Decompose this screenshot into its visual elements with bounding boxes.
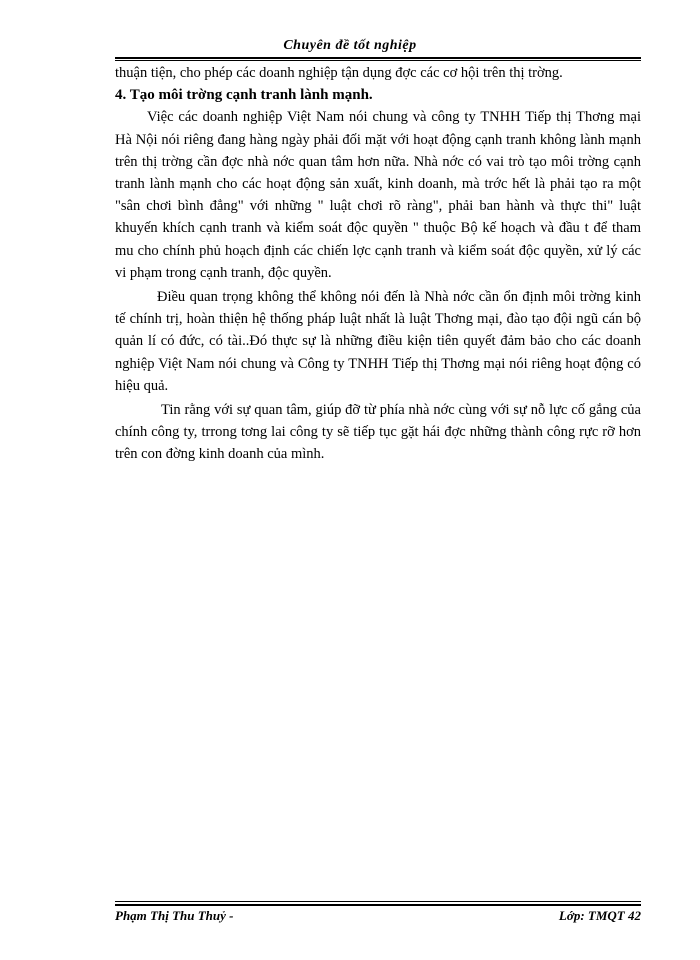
footer-author: Phạm Thị Thu Thuỷ - <box>115 908 234 923</box>
continuation-paragraph: thuận tiện, cho phép các doanh nghiệp tận dụng đợc các cơ hội trên thị trờng. <box>115 65 563 81</box>
paragraph-1: Việc các doanh nghiệp Việt Nam nói chung và công ty TNHH Tiếp thị Thơng mại Hà Nội nói riêng đang hàng ngày phải đối mặt với hoạt động cạnh tranh không lành mạnh trên thị trờng cần đợc nhà nớc quan tâm hơn nữa. Nhà nớc có vai trò tạo môi trờng cạnh tranh lành mạnh cho các hoạt động sản xuất, kinh doanh, mà trớc hết là phải tạo ra một "sân chơi bình đẳng" với những " luật chơi rõ ràng", phải ban hành và thực thi" luật khuyến khích cạnh tranh và kiểm soát độc quyền " thuộc Bộ kế hoạch và đầu t để tham mu cho chính phủ hoạch định các chiến lợc cạnh tranh và kiểm soát độc quyền, xử lý các vi phạm trong cạnh tranh, độc quyền. <box>115 109 641 281</box>
footer-class-label: Lớp: TMQT 42 <box>558 908 641 923</box>
footer-rule-thin <box>115 901 641 902</box>
paragraph-2: Điều quan trọng không thể không nói đến là Nhà nớc cần ổn định môi trờng kinh tế chính trị, hoàn thiện hệ thống pháp luật nhất là luật Thơng mại, đào tạo đội ngũ cán bộ quản lí có đức, có tài..Đó thực sự là những điều kiện tiên quyết đảm bảo cho các doanh nghiệp Việt Nam nói chung và Công ty TNHH Tiếp thị Thơng mại nói riêng hoạt động có hiệu quả. <box>115 289 641 394</box>
body-text <box>115 62 641 466</box>
footer-rule <box>115 904 641 906</box>
footer <box>115 908 641 926</box>
paragraph-3: Tin rằng với sự quan tâm, giúp đỡ từ phía nhà nớc cùng với sự nỗ lực cố gắng của chính công ty, trrong tơng lai công ty sẽ tiếp tục gặt hái đợc những thành công rực rỡ hơn trên con đờng kinh doanh của mình. <box>115 402 641 463</box>
header-rule <box>115 57 641 59</box>
header-rule-thin <box>115 60 641 61</box>
header-title: Chuyên đề tốt nghiệp <box>283 38 417 53</box>
section-heading: 4. Tạo môi trờng cạnh tranh lành mạnh. <box>115 87 373 104</box>
